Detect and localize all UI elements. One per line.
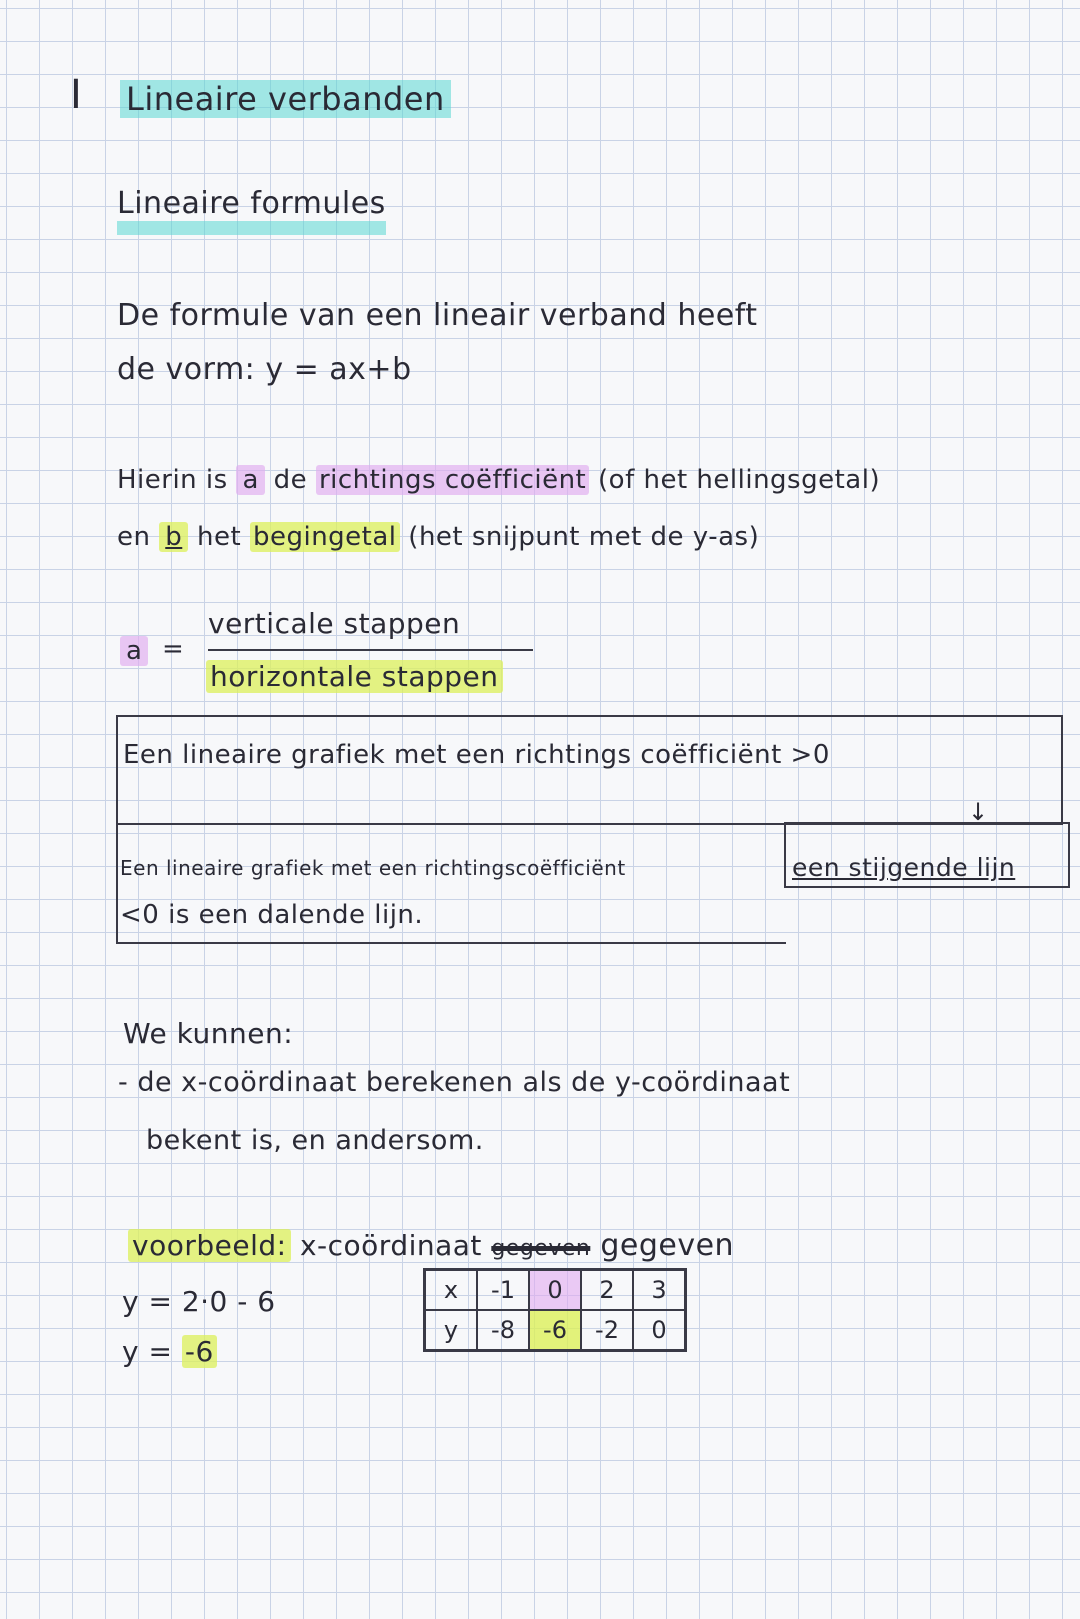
box-positive [116, 715, 1063, 825]
box-negative-line-2: <0 is een dalende lijn. [120, 900, 424, 930]
we-kunnen-item-line-1: - de x-coördinaat berekenen als de y-coördinaat [118, 1067, 791, 1098]
def-var-b: b [159, 522, 188, 552]
subheading [117, 186, 386, 221]
arrow-down: ↓ [968, 798, 989, 826]
box-positive-result-text: een stijgende lijn [792, 853, 1016, 882]
intro-line-2 [117, 352, 412, 387]
fraction-lhs: a [120, 636, 148, 666]
fraction-denominator: horizontale stappen [206, 660, 503, 693]
def-text: de [264, 465, 316, 495]
we-kunnen-label: We kunnen: [123, 1017, 294, 1050]
def-text: en [117, 522, 160, 552]
table-cell: 0 [529, 1270, 581, 1311]
table-row [425, 1310, 686, 1351]
intro-formula: y = ax+b [265, 352, 412, 387]
def-text: Hierin is [117, 465, 237, 495]
example-header [128, 1228, 734, 1263]
example-struck: gegeven [491, 1236, 591, 1261]
def-text: het [188, 522, 250, 552]
page-title: Lineaire verbanden [120, 80, 451, 118]
example-desc-suffix: gegeven [590, 1228, 735, 1263]
definition-line-1 [117, 465, 880, 495]
box-negative-line-1: Een lineaire grafiek met een richtingscoëfficiënt [120, 856, 626, 880]
table-cell-header: y [425, 1310, 478, 1351]
def-text: (het snijpunt met de y-as) [399, 522, 760, 552]
example-label: voorbeeld: [128, 1229, 291, 1262]
calc-1-text: y = 2·0 - 6 [122, 1285, 276, 1318]
table-cell: 0 [633, 1310, 686, 1351]
table-cell: -2 [581, 1310, 633, 1351]
def-var-a: a [236, 465, 264, 495]
table-cell: 3 [633, 1270, 686, 1311]
intro-prefix: de vorm: [117, 352, 266, 387]
example-calc-2 [122, 1335, 217, 1368]
table-cell: -6 [529, 1310, 581, 1351]
def-term-begingetal: begingetal [250, 522, 400, 552]
def-term-rc: richtings coëfficiënt [316, 465, 589, 495]
table-cell: -8 [477, 1310, 529, 1351]
def-text: (of het hellingsgetal) [589, 465, 881, 495]
definition-line-2 [117, 522, 759, 552]
we-kunnen-item-line-2: bekent is, en andersom. [146, 1125, 484, 1156]
intro-line-1: De formule van een lineair verband heeft [117, 298, 758, 333]
example-desc: x-coördinaat [290, 1229, 492, 1262]
heading-number: I [70, 72, 83, 118]
calc-2-result: -6 [182, 1335, 217, 1368]
table-cell: -1 [477, 1270, 529, 1311]
example-calc-1 [122, 1285, 276, 1318]
box-positive-text: Een lineaire grafiek met een richtings coëfficiënt >0 [123, 740, 830, 770]
fraction-bar [208, 649, 533, 651]
value-table [423, 1268, 687, 1352]
table-cell-header: x [425, 1270, 478, 1311]
subheading-text: Lineaire formules [117, 186, 386, 235]
fraction-numerator: verticale stappen [208, 607, 461, 640]
table-row [425, 1270, 686, 1311]
calc-2-text: y = [122, 1335, 182, 1368]
fraction-equals: = [162, 634, 185, 664]
table-cell: 2 [581, 1270, 633, 1311]
